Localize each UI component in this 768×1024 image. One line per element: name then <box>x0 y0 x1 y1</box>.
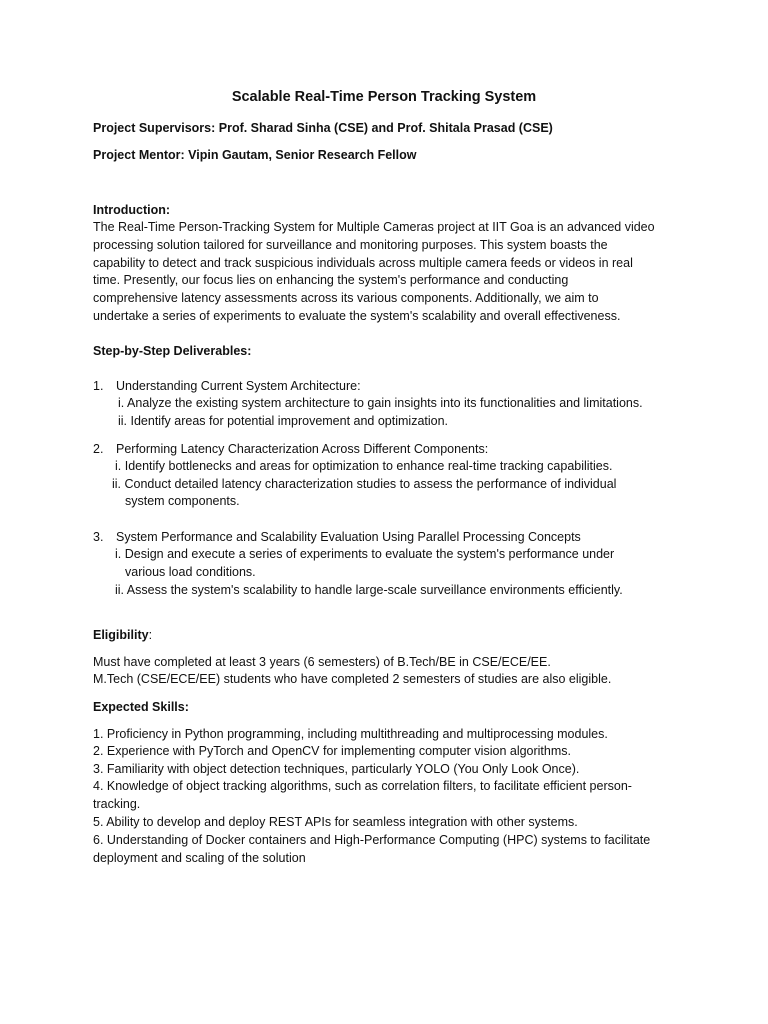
deliverable-subitem: ii. Identify areas for potential improvement and optimization. <box>118 414 449 428</box>
deliverable-title: System Performance and Scalability Evaluation Using Parallel Processing Concepts <box>116 530 581 544</box>
deliverable-number: 3. <box>93 530 104 544</box>
deliverable-subitem: i. Identify bottlenecks and areas for optimization to enhance real-time tracking capabilities. <box>115 459 613 473</box>
introduction-line: time. Presently, our focus lies on enhancing the system's performance and conducting <box>93 273 569 287</box>
introduction-line: capability to detect and track suspicious individuals across multiple camera feeds or videos in real <box>93 256 633 270</box>
deliverable-subitem-continuation: system components. <box>125 494 240 508</box>
skills-line: deployment and scaling of the solution <box>93 851 306 865</box>
eligibility-line: M.Tech (CSE/ECE/EE) students who have completed 2 semesters of studies are also eligible. <box>93 672 612 686</box>
project-mentor: Project Mentor: Vipin Gautam, Senior Research Fellow <box>93 148 417 162</box>
skills-line: 2. Experience with PyTorch and OpenCV for implementing computer vision algorithms. <box>93 744 571 758</box>
skills-heading: Expected Skills: <box>93 700 189 714</box>
deliverable-subitem-continuation: various load conditions. <box>125 565 256 579</box>
project-supervisors: Project Supervisors: Prof. Sharad Sinha (CSE) and Prof. Shitala Prasad (CSE) <box>93 121 553 135</box>
deliverable-title: Performing Latency Characterization Across Different Components: <box>116 442 489 456</box>
deliverable-subitem: ii. Conduct detailed latency characterization studies to assess the performance of individual <box>112 477 617 491</box>
eligibility-heading-text: Eligibility <box>93 628 149 642</box>
introduction-line: processing solution tailored for surveillance and monitoring purposes. This system boasts the <box>93 238 608 252</box>
deliverable-subitem: i. Analyze the existing system architecture to gain insights into its functionalities and limitations. <box>118 396 643 410</box>
skills-line: 4. Knowledge of object tracking algorithms, such as correlation filters, to facilitate efficient person- <box>93 779 632 793</box>
eligibility-line: Must have completed at least 3 years (6 semesters) of B.Tech/BE in CSE/ECE/EE. <box>93 655 551 669</box>
skills-line: 5. Ability to develop and deploy REST APIs for seamless integration with other systems. <box>93 815 578 829</box>
deliverable-subitem: i. Design and execute a series of experiments to evaluate the system's performance under <box>115 547 615 561</box>
skills-line: 6. Understanding of Docker containers and High-Performance Computing (HPC) systems to facilitate <box>93 833 651 847</box>
introduction-line: undertake a series of experiments to evaluate the system's scalability and overall effectiveness. <box>93 309 621 323</box>
skills-line: 3. Familiarity with object detection techniques, particularly YOLO (You Only Look Once). <box>93 762 580 776</box>
skills-line: tracking. <box>93 797 141 811</box>
skills-line: 1. Proficiency in Python programming, including multithreading and multiprocessing modules. <box>93 727 608 741</box>
eligibility-heading <box>93 626 152 644</box>
deliverable-number: 1. <box>93 379 104 393</box>
deliverables-heading: Step-by-Step Deliverables: <box>93 344 252 358</box>
eligibility-heading-colon: : <box>148 628 153 642</box>
deliverable-title: Understanding Current System Architecture: <box>116 379 361 393</box>
introduction-line: The Real-Time Person-Tracking System for Multiple Cameras project at IIT Goa is an advanced video <box>93 220 655 234</box>
document-title: Scalable Real-Time Person Tracking System <box>231 89 537 105</box>
introduction-line: comprehensive latency assessments across its various components. Additionally, we aim to <box>93 291 599 305</box>
deliverable-number: 2. <box>93 442 104 456</box>
introduction-heading: Introduction: <box>93 203 171 217</box>
deliverable-subitem: ii. Assess the system's scalability to handle large-scale surveillance environments efficiently. <box>115 583 623 597</box>
